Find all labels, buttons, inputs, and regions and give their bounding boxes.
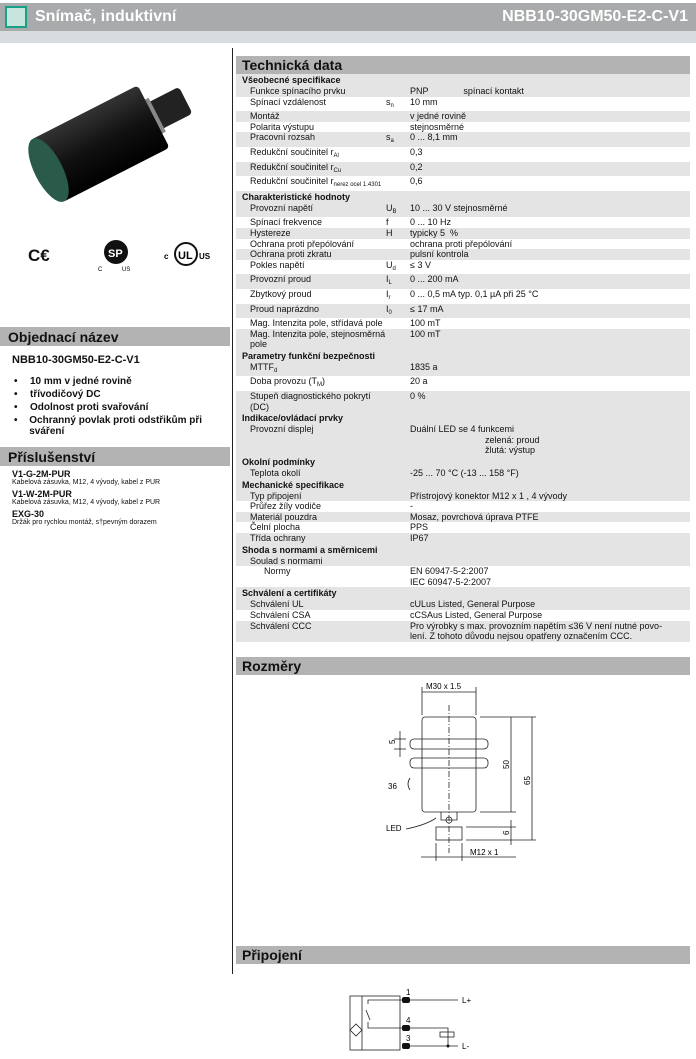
accessory-description: Držák pro rychlou montáž, s†pevným dorazem	[12, 519, 157, 526]
spec-symbol	[386, 329, 410, 350]
spec-symbol	[386, 566, 410, 587]
symbol-subscript: a	[390, 138, 394, 145]
spec-label-subscript: Cu	[333, 167, 342, 174]
spec-value-line: 100 mT	[410, 318, 441, 329]
spec-value	[410, 424, 690, 456]
spec-symbol	[386, 318, 410, 329]
spec-label-suffix: )	[322, 376, 326, 387]
spec-row	[236, 147, 690, 162]
spec-label-text: Zbytkový proud	[250, 288, 312, 299]
spec-value-line: 10 ... 30 V stejnosměrné	[410, 202, 508, 213]
spec-value	[410, 329, 690, 350]
total-length-label: 65	[523, 775, 532, 785]
spec-value	[410, 249, 690, 260]
spec-label-text: Mag. Intenzita pole, stejnosměrná pole	[250, 328, 386, 350]
spec-row	[236, 97, 690, 112]
spec-label	[236, 260, 386, 275]
spec-value-line: 0,6	[410, 176, 423, 187]
feature-text: 10 mm v jedné rovině	[30, 376, 132, 387]
ul-logo	[164, 239, 214, 269]
spec-label-text: Ochrana proti přepólování	[250, 238, 355, 249]
spec-symbol	[386, 147, 410, 162]
spec-label	[236, 132, 386, 147]
spec-label	[236, 468, 386, 479]
spec-symbol	[386, 501, 410, 512]
spec-value	[410, 599, 690, 610]
spec-symbol	[386, 512, 410, 523]
spec-value	[410, 289, 690, 304]
spec-value-line: pulsní kontrola	[410, 249, 469, 260]
spec-label	[236, 228, 386, 239]
brand-square-icon	[5, 6, 27, 28]
spec-value-line: PPS	[410, 522, 429, 533]
spec-row	[236, 318, 690, 329]
svg-text:UL: UL	[178, 250, 193, 262]
spec-label-text: Normy	[264, 566, 291, 577]
pin-4-label: 4	[406, 1015, 411, 1025]
symbol-text: H	[386, 227, 393, 238]
technical-data-table	[236, 74, 690, 642]
symbol-text: I	[386, 303, 389, 314]
spec-label	[236, 522, 386, 533]
spec-label-text: Schválení CCC	[250, 620, 312, 631]
spec-label	[236, 274, 386, 289]
spec-label-text: Stupeň diagnostického pokrytí (DC)	[250, 391, 371, 412]
spec-row	[236, 304, 690, 319]
spec-row	[236, 610, 690, 621]
spec-label-text: Proud naprázdno	[250, 303, 320, 314]
spec-value	[410, 176, 690, 191]
spec-label	[236, 249, 386, 260]
spec-symbol	[386, 249, 410, 260]
spec-value	[410, 468, 690, 479]
spec-value-line: 20 a	[410, 376, 428, 387]
spec-row	[236, 391, 690, 412]
section-heading: Indikace/ovládací prvky	[236, 412, 690, 424]
spec-label-subscript: M	[317, 382, 323, 389]
spec-label-text: Provozní napětí	[250, 202, 314, 213]
feature-text: třívodičový DC	[30, 389, 101, 400]
spec-value	[410, 391, 690, 412]
spec-label-text: Pokles napětí	[250, 259, 305, 270]
order-name-heading: Objednací název	[0, 327, 230, 346]
spec-label-text: Funkce spínacího prvku	[250, 86, 346, 96]
header-band	[0, 31, 696, 43]
spec-symbol	[386, 132, 410, 147]
technical-data-heading: Technická data	[236, 56, 690, 74]
spec-label	[236, 239, 386, 250]
spec-value-line: -25 ... 70 °C (-13 ... 158 °F)	[410, 468, 519, 479]
spec-symbol	[386, 391, 410, 412]
spec-symbol	[386, 217, 410, 228]
spec-value	[410, 362, 690, 377]
svg-text:c: c	[164, 252, 169, 261]
csa-logo	[98, 237, 138, 271]
spec-label	[236, 391, 386, 412]
spec-value-line: ≤ 17 mA	[410, 303, 444, 314]
spec-value-line: stejnosměrné	[410, 121, 465, 132]
svg-text:C: C	[98, 267, 103, 271]
spec-row	[236, 162, 690, 177]
spec-label	[236, 304, 386, 319]
spec-label-text: Provozní displej	[250, 424, 314, 435]
spec-value	[410, 621, 690, 642]
symbol-text: U	[386, 259, 393, 270]
spec-value	[410, 610, 690, 621]
symbol-subscript: L	[388, 280, 392, 287]
spec-value-line: 0 ... 200 mA	[410, 274, 459, 285]
spec-label-text: Provozní proud	[250, 274, 312, 285]
dimension-drawing	[236, 675, 690, 925]
spec-label	[236, 566, 386, 587]
spec-row	[236, 217, 690, 228]
accessory-name: EXG-30	[12, 509, 45, 519]
spec-value	[410, 122, 690, 133]
spec-symbol	[386, 289, 410, 304]
spec-label	[236, 533, 386, 544]
connector-length-label: 6	[502, 830, 511, 835]
spec-label	[236, 599, 386, 610]
spec-label-subscript: Al	[333, 152, 339, 159]
section-heading: Schválení a certifikáty	[236, 587, 690, 599]
spec-label-text: Spínací vzdálenost	[250, 96, 327, 107]
spec-value-line: Přístrojový konektor M12 x 1 , 4 vývody	[410, 490, 568, 501]
led-label: LED	[386, 823, 402, 833]
section-heading: Mechanické specifikace	[236, 479, 690, 491]
spec-value-line: 0 ... 10 Hz	[410, 217, 452, 228]
spec-row	[236, 239, 690, 250]
svg-text:US: US	[199, 252, 211, 261]
symbol-subscript: d	[392, 265, 396, 272]
spec-label	[236, 376, 386, 391]
spec-symbol	[386, 522, 410, 533]
spec-value	[410, 86, 690, 97]
spec-row	[236, 522, 690, 533]
spec-value-line: ≤ 3 V	[410, 259, 431, 270]
connector-thread-label: M12 x 1	[470, 847, 499, 857]
spec-symbol	[386, 260, 410, 275]
accessory-name: V1-G-2M-PUR	[12, 469, 71, 479]
spec-symbol	[386, 376, 410, 391]
model-number: NBB10-30GM50-E2-C-V1	[502, 8, 688, 25]
spec-row	[236, 566, 690, 587]
spec-value-line: 0,3	[410, 146, 423, 157]
spec-value	[410, 522, 690, 533]
accessories-heading: Příslušenství	[0, 447, 230, 466]
spec-label-text: Materiál pouzdra	[250, 511, 318, 522]
spec-symbol	[386, 274, 410, 289]
spec-value	[410, 566, 690, 587]
spec-symbol	[386, 228, 410, 239]
section-heading: Shoda s normami a směrnicemi	[236, 544, 690, 556]
spec-value-line: 10 mm	[410, 96, 438, 107]
spec-value	[410, 239, 690, 250]
spec-label-text: Čelní plocha	[250, 522, 301, 533]
spec-value-line: IP67	[410, 533, 429, 543]
spec-value-line: žlutá: výstup	[410, 445, 536, 456]
spec-value-line: 1835 a	[410, 361, 438, 372]
dimensions-heading: Rozměry	[236, 657, 690, 675]
spec-row	[236, 556, 690, 567]
wrench-size-label: 36	[388, 781, 397, 791]
spec-label	[236, 97, 386, 112]
product-photo	[0, 46, 230, 226]
feature-text: Odolnost proti svařování	[30, 402, 149, 413]
accessory-list	[0, 469, 230, 526]
spec-symbol	[386, 621, 410, 642]
spec-label	[236, 424, 386, 456]
spec-row	[236, 122, 690, 133]
symbol-text: I	[386, 288, 389, 299]
feature-item	[14, 376, 230, 387]
spec-label-text: Polarita výstupu	[250, 121, 315, 132]
spec-value	[410, 132, 690, 147]
spec-label-subscript: nerez ocel 1.4301	[333, 182, 382, 189]
bullet-icon: •	[14, 415, 18, 426]
spec-label-text: Schválení CSA	[250, 609, 311, 620]
symbol-subscript: 0	[388, 309, 392, 316]
section-heading: Všeobecné specifikace	[236, 74, 690, 86]
spec-row	[236, 468, 690, 479]
spec-symbol	[386, 162, 410, 177]
symbol-text: s	[386, 96, 391, 107]
spec-label	[236, 491, 386, 502]
body-length-label: 50	[502, 759, 511, 769]
spec-row	[236, 491, 690, 502]
spec-value	[410, 162, 690, 177]
accessory-name: V1-W-2M-PUR	[12, 489, 72, 499]
spec-value-line: PNP spínací kontakt	[410, 86, 524, 96]
spec-label-text: Typ připojení	[250, 490, 302, 501]
spec-value	[410, 501, 690, 512]
section-heading: Parametry funkční bezpečnosti	[236, 350, 690, 362]
spec-value	[410, 228, 690, 239]
spec-symbol	[386, 556, 410, 567]
spec-label-text: Montáž	[250, 111, 280, 122]
spec-value	[410, 217, 690, 228]
spec-label-text: Ochrana proti zkratu	[250, 249, 332, 260]
spec-symbol	[386, 203, 410, 218]
feature-list	[0, 376, 230, 437]
spec-symbol	[386, 610, 410, 621]
spec-value-line: typicky 5 %	[410, 227, 459, 238]
spec-symbol	[386, 599, 410, 610]
spec-row	[236, 501, 690, 512]
feature-item	[14, 389, 230, 400]
spec-value	[410, 97, 690, 112]
svg-text:US: US	[122, 267, 131, 271]
spec-label	[236, 556, 386, 567]
spec-row	[236, 203, 690, 218]
connection-heading: Připojení	[236, 946, 690, 964]
svg-text:SP: SP	[108, 248, 123, 260]
spec-label-text: MTTF	[250, 361, 274, 372]
wiring-diagram	[236, 964, 690, 1054]
spec-label-text: Schválení UL	[250, 599, 304, 610]
symbol-subscript: n	[390, 102, 394, 109]
symbol-text: U	[386, 202, 393, 213]
spec-value	[410, 376, 690, 391]
spec-symbol	[386, 362, 410, 377]
spec-label-text: Průřez žíly vodiče	[250, 501, 322, 512]
spec-label	[236, 329, 386, 350]
spec-symbol	[386, 468, 410, 479]
symbol-text: I	[386, 274, 389, 285]
spec-row	[236, 376, 690, 391]
spec-symbol	[386, 424, 410, 456]
spec-label	[236, 501, 386, 512]
spec-row	[236, 362, 690, 377]
l-minus-label: L-	[462, 1041, 470, 1051]
symbol-text: s	[386, 132, 391, 143]
spec-value-line: 0 ... 0,5 mA typ. 0,1 µA při 25 °C	[410, 288, 539, 299]
l-plus-label: L+	[462, 995, 472, 1005]
spec-row	[236, 533, 690, 544]
spec-label-text: Třída ochrany	[250, 533, 306, 543]
spec-value	[410, 111, 690, 122]
spec-value-line: zelená: proud	[410, 434, 540, 445]
spec-label-text: Soulad s normami	[250, 555, 323, 566]
spec-value-line: v jedné rovině	[410, 111, 467, 122]
spec-label	[236, 203, 386, 218]
spec-value-line: Pro výrobky s max. provozním napětím ≤36 V není nutné povo-	[410, 620, 663, 631]
spec-label	[236, 162, 386, 177]
spec-label	[236, 176, 386, 191]
spec-label	[236, 86, 386, 97]
spec-label	[236, 289, 386, 304]
spec-row	[236, 329, 690, 350]
spec-value-line: IEC 60947-5-2:2007	[410, 576, 492, 587]
title-bar	[0, 3, 696, 31]
spec-value-line: Mosaz, povrchová úprava PTFE	[410, 511, 539, 522]
spec-value-line: EN 60947-5-2:2007	[410, 566, 489, 577]
spec-row	[236, 132, 690, 147]
column-divider	[232, 48, 233, 974]
spec-value	[410, 318, 690, 329]
spec-label-text: Redukční součinitel r	[250, 146, 334, 157]
page-title: Snímač, induktivní	[35, 8, 177, 25]
spec-label	[236, 362, 386, 377]
spec-row	[236, 228, 690, 239]
spec-row	[236, 424, 690, 456]
spec-value	[410, 491, 690, 502]
spec-row	[236, 86, 690, 97]
spec-value	[410, 203, 690, 218]
spec-symbol	[386, 239, 410, 250]
spec-label	[236, 122, 386, 133]
spec-label-text: Teplota okolí	[250, 468, 301, 479]
spec-symbol	[386, 304, 410, 319]
section-heading: Okolní podmínky	[236, 456, 690, 468]
spec-symbol	[386, 533, 410, 544]
spec-label-text: Mag. Intenzita pole, střídavá pole	[250, 318, 383, 329]
spec-label-text: Spínací frekvence	[250, 217, 323, 228]
spec-value-line: 0 %	[410, 391, 426, 402]
spec-value	[410, 304, 690, 319]
nut-thickness-label: 5	[388, 739, 397, 744]
spec-value-line: 0 ... 8,1 mm	[410, 132, 458, 143]
spec-label	[236, 111, 386, 122]
spec-label-text: Hystereze	[250, 227, 291, 238]
bullet-icon: •	[14, 389, 18, 400]
spec-label	[236, 621, 386, 642]
spec-value-line: 100 mT	[410, 328, 441, 339]
spec-value-line: ochrana proti přepólování	[410, 238, 513, 249]
ce-logo: C€	[28, 246, 50, 265]
spec-label-text: Pracovní rozsah	[250, 132, 316, 143]
spec-symbol	[386, 491, 410, 502]
spec-row	[236, 274, 690, 289]
spec-value-line: 0,2	[410, 161, 423, 172]
spec-row	[236, 289, 690, 304]
spec-label-subscript: d	[274, 367, 278, 374]
spec-value	[410, 533, 690, 544]
bullet-icon: •	[14, 376, 18, 387]
spec-value	[410, 556, 690, 567]
spec-row	[236, 176, 690, 191]
spec-label	[236, 147, 386, 162]
section-heading: Charakteristické hodnoty	[236, 191, 690, 203]
spec-value-line	[410, 556, 690, 567]
spec-row	[236, 249, 690, 260]
spec-row	[236, 599, 690, 610]
pin-1-label: 1	[406, 987, 411, 997]
symbol-subscript: B	[392, 208, 397, 215]
spec-symbol	[386, 111, 410, 122]
spec-value	[410, 260, 690, 275]
bullet-icon: •	[14, 402, 18, 413]
symbol-subscript: r	[388, 294, 391, 301]
spec-value	[410, 512, 690, 523]
accessory-description: Kabelová zásuvka, M12, 4 vývody, kabel z PUR	[12, 479, 161, 486]
spec-row	[236, 111, 690, 122]
spec-value-line: Duální LED se 4 funkcemi	[410, 424, 515, 435]
spec-symbol	[386, 176, 410, 191]
feature-item	[14, 402, 230, 413]
spec-label-text: Doba provozu (T	[250, 376, 318, 387]
spec-row	[236, 512, 690, 523]
spec-value-line: lení. Z tohoto důvodu nejsou opatřeny označením CCC.	[410, 631, 633, 642]
spec-label-text: Redukční součinitel r	[250, 176, 334, 187]
left-column	[0, 46, 230, 526]
spec-label	[236, 512, 386, 523]
spec-symbol	[386, 97, 410, 112]
spec-symbol	[386, 122, 410, 133]
right-column	[236, 56, 690, 1059]
certification-logos	[0, 231, 230, 276]
spec-row	[236, 260, 690, 275]
spec-value-line: -	[410, 501, 413, 512]
spec-value	[410, 147, 690, 162]
accessory-description: Kabelová zásuvka, M12, 4 vývody, kabel z PUR	[12, 499, 161, 506]
spec-label-text: Redukční součinitel r	[250, 161, 334, 172]
order-name: NBB10-30GM50-E2-C-V1	[12, 354, 140, 366]
spec-label	[236, 217, 386, 228]
spec-value-line: cULus Listed, General Purpose	[410, 599, 536, 610]
spec-value-line: cCSAus Listed, General Purpose	[410, 609, 543, 620]
spec-label	[236, 610, 386, 621]
feature-item	[14, 415, 230, 437]
symbol-text: f	[386, 217, 389, 228]
feature-text: Ochranný povlak proti odstřikům při sváření	[29, 415, 203, 437]
spec-value	[410, 274, 690, 289]
spec-label	[236, 318, 386, 329]
spec-symbol	[386, 86, 410, 97]
pin-3-label: 3	[406, 1033, 411, 1043]
spec-row	[236, 621, 690, 642]
thread-label: M30 x 1.5	[426, 681, 462, 691]
